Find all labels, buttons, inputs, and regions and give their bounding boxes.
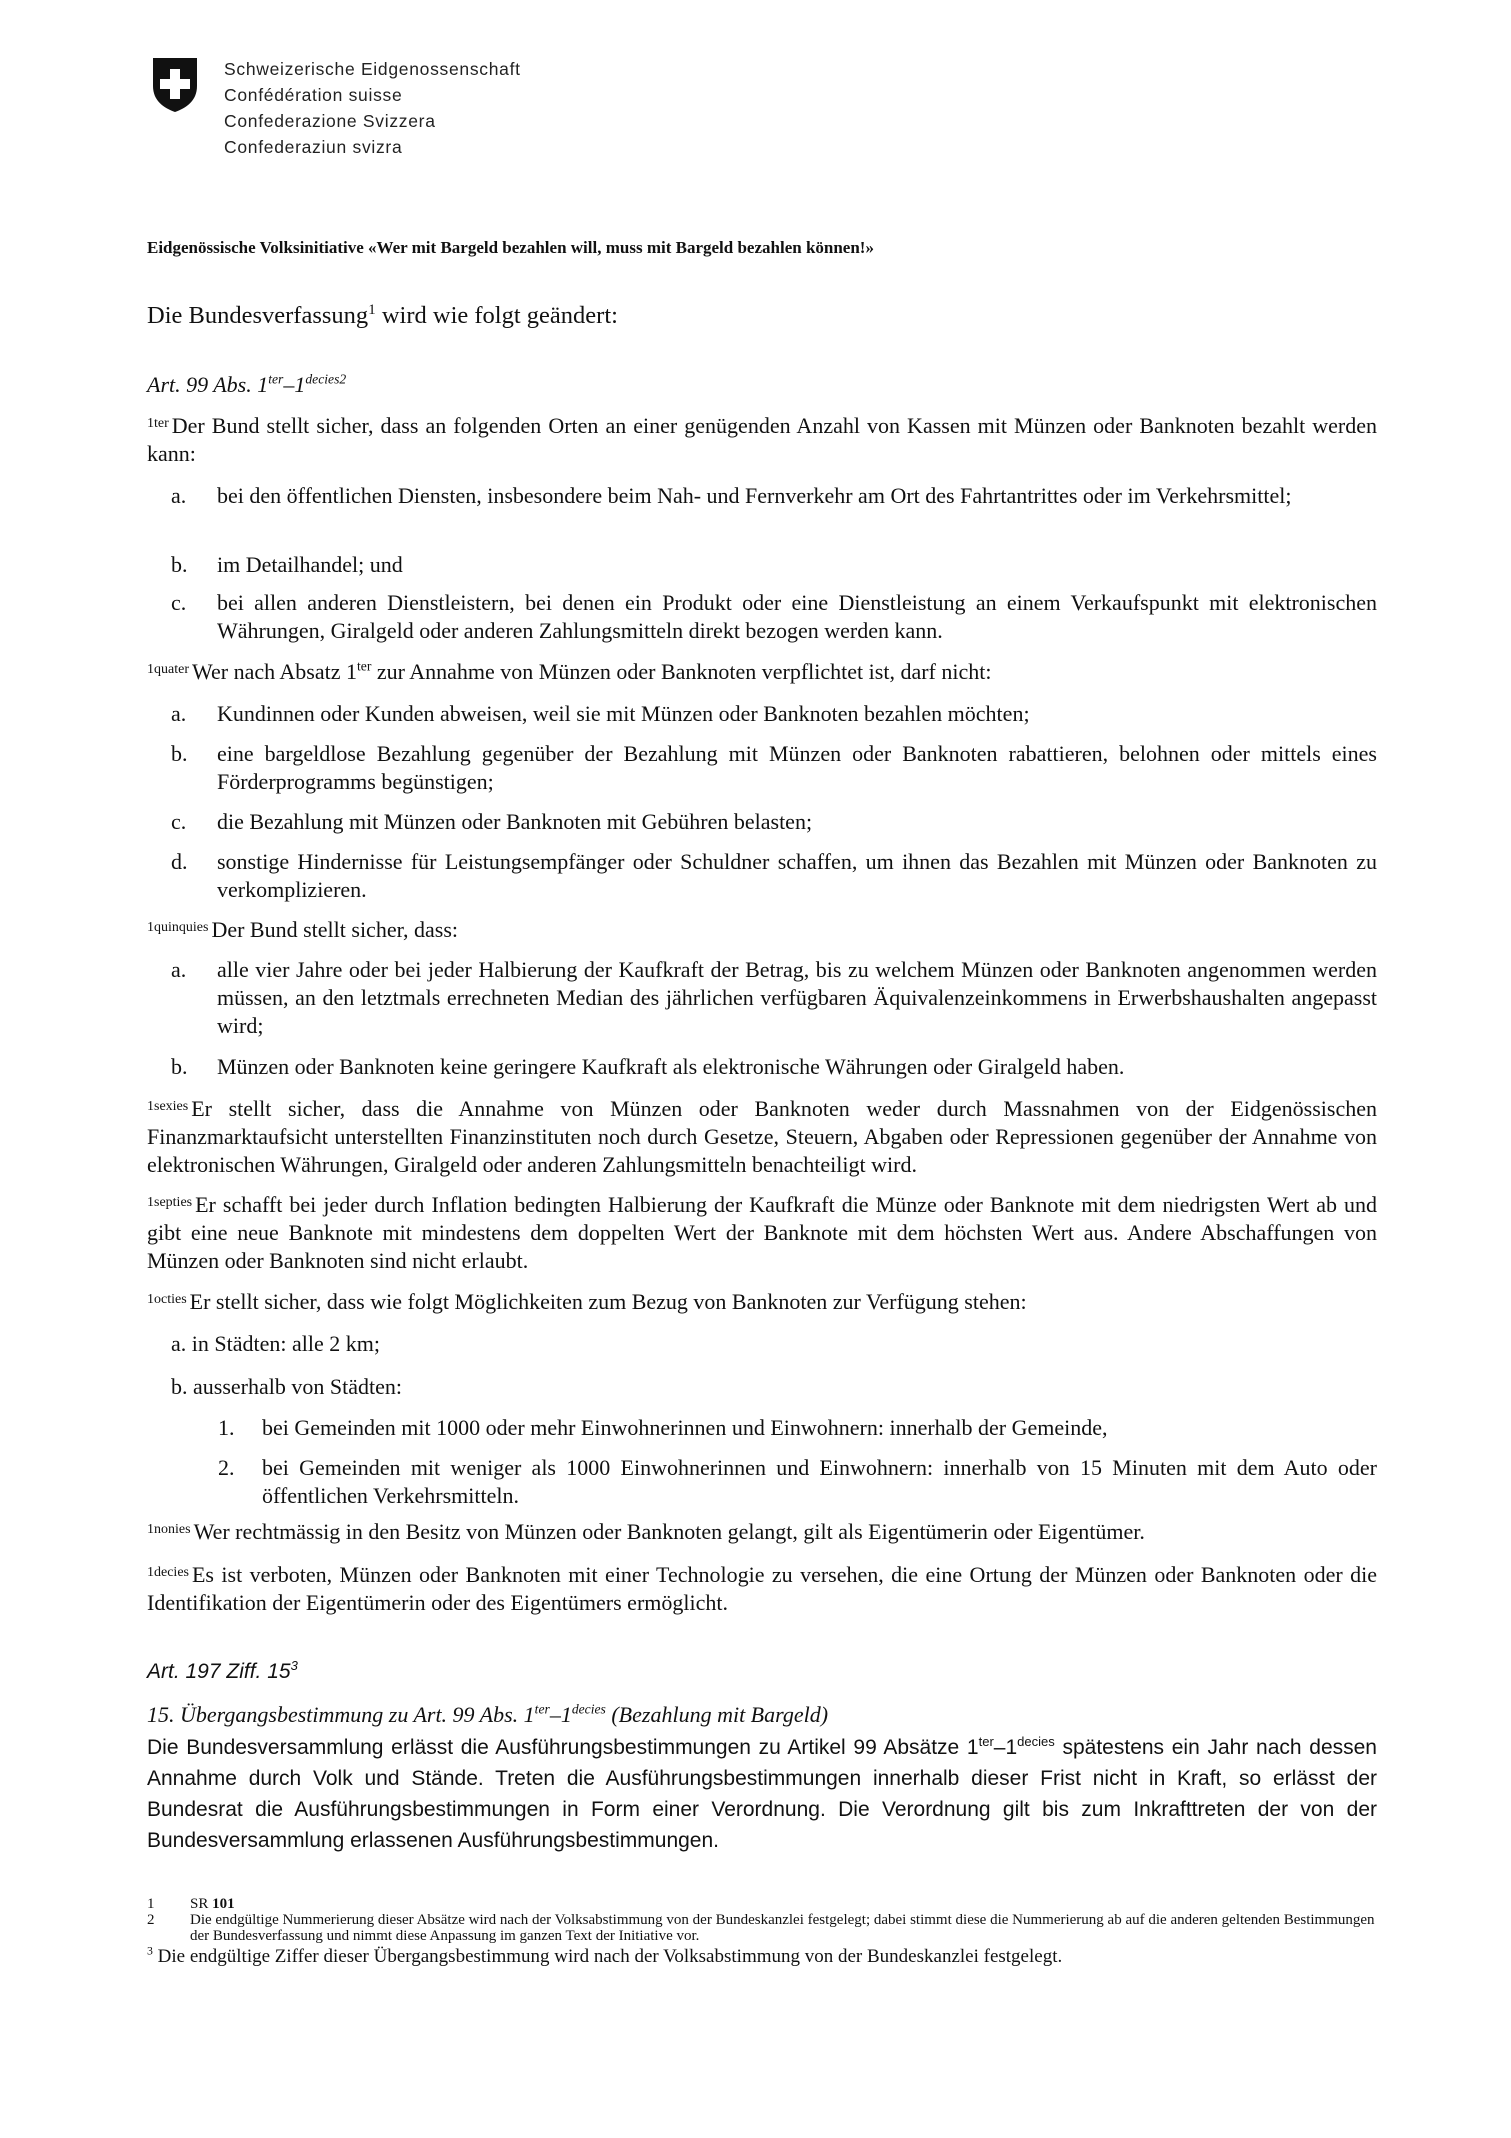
footnote-ref-1: 1: [368, 300, 376, 318]
swiss-cross-emblem-icon: [150, 56, 200, 114]
item-label: c.: [171, 809, 187, 834]
paragraph-1decies: [147, 1561, 1377, 1617]
item-label: c.: [171, 590, 187, 615]
federation-names: [224, 56, 521, 160]
paragraph-mark: 1nonies: [147, 1522, 191, 1537]
paragraph-mark: 1septies: [147, 1195, 193, 1210]
sub-item: [218, 1454, 1377, 1510]
final-sup-decies: decies: [1017, 1734, 1055, 1749]
art99-heading: [147, 372, 346, 398]
item-text: b. ausserhalb von Städten:: [171, 1374, 402, 1399]
item-label: b.: [171, 552, 188, 577]
item-label: a.: [171, 957, 187, 982]
document-title: Eidgenössische Volksinitiative «Wer mit Bargeld bezahlen will, muss mit Bargeld bezahlen können!»: [147, 238, 874, 257]
paragraph-text: Wer rechtmässig in den Besitz von Münzen oder Banknoten gelangt, gilt als Eigentümerin oder Eigentümer.: [193, 1519, 1145, 1544]
federation-name-rm: Confederaziun svizra: [224, 137, 403, 157]
footnote-text: Die endgültige Nummerierung dieser Absätze wird nach der Volksabstimmung von der Bundeskanzlei festgelegt; dabei stimmt diese die Nummerierung ab auf die anderen geltenden Bestimmungen der Bundesverfassung und nimmt diese Anpassung im ganzen Text der Initiative vor.: [190, 1912, 1375, 1944]
paragraph-text-end: zur Annahme von Münzen oder Banknoten verpflichtet ist, darf nicht:: [371, 659, 992, 684]
footnote-2: [147, 1912, 1377, 1944]
paragraph-mark: 1octies: [147, 1292, 187, 1307]
art99-sup-ter: ter: [268, 371, 284, 387]
federation-name-de: Schweizerische Eidgenossenschaft: [224, 59, 521, 79]
art99-sup-decies: decies: [305, 371, 340, 387]
paragraph-1quinquies: [147, 916, 1377, 944]
intro-line: [147, 302, 618, 330]
item-text: bei Gemeinden mit 1000 oder mehr Einwohnerinnen und Einwohnern: innerhalb der Gemeinde,: [262, 1415, 1108, 1440]
transitional-provision-heading: [147, 1702, 828, 1728]
item-text: sonstige Hindernisse für Leistungsempfänger oder Schuldner schaffen, um ihnen das Bezahlen mit Münzen oder Banknoten zu verkomplizieren.: [217, 849, 1377, 902]
paragraph-1nonies: [147, 1518, 1377, 1546]
heading-dash: –1: [549, 1702, 572, 1727]
paragraph-mark: 1quinquies: [147, 920, 209, 935]
paragraph-text: Der Bund stellt sicher, dass:: [211, 917, 459, 942]
list-item: [171, 482, 1377, 510]
paragraph-mark: 1ter: [147, 416, 169, 431]
item-label: a.: [171, 483, 187, 508]
federation-name-fr: Confédération suisse: [224, 85, 403, 105]
transitional-provision-text: [147, 1732, 1377, 1856]
paragraph-text: Er stellt sicher, dass die Annahme von Münzen oder Banknoten weder durch Massnahmen von der Eidgenössischen Finanzmarktaufsicht unterstellten Finanzinstituten noch durch Gesetze, Steuern, Abgaben oder Repressionen gegenüber der Annahme von elektronischen Währungen, Giralgeld oder anderen Zahlungsmitteln benachteiligt wird.: [147, 1096, 1377, 1177]
federation-name-it: Confederazione Svizzera: [224, 111, 436, 131]
list-item: [171, 808, 1377, 836]
paragraph-mark: 1decies: [147, 1565, 189, 1580]
footnote-bold: 101: [212, 1896, 235, 1912]
item-text: bei den öffentlichen Diensten, insbesondere beim Nah- und Fernverkehr am Ort des Fahrtantrittes oder im Verkehrsmittel;: [217, 483, 1292, 508]
item-text: die Bezahlung mit Münzen oder Banknoten mit Gebühren belasten;: [217, 809, 813, 834]
intro-text: Die Bundesverfassung: [147, 302, 369, 329]
heading-text-end: (Bezahlung mit Bargeld): [605, 1702, 829, 1727]
paragraph-text: Es ist verboten, Münzen oder Banknoten mit einer Technologie zu versehen, die eine Ortung der Münzen oder Banknoten oder die Identifikation der Eigentümerin oder des Eigentümers ermöglicht.: [147, 1562, 1377, 1615]
item-text: a. in Städten: alle 2 km;: [171, 1331, 380, 1356]
footnote-text: [190, 1896, 1377, 1912]
list-item: [171, 1053, 1377, 1081]
final-text-end: spätestens ein Jahr nach dessen Annahme durch Volk und Stände. Treten die Ausführungsbestimmungen innerhalb dieser Frist nicht in Kraft, so erlässt der Bundesrat die Ausführungsbestimmungen in Form einer Verordnung. Die Verordnung gilt bis zum Inkrafttreten der von der Bundesversammlung erlassenen Ausführungsbestimmungen.: [147, 1736, 1377, 1852]
final-dash: –1: [993, 1736, 1018, 1759]
list-item: [171, 551, 1377, 579]
list-item-a: [171, 1330, 1377, 1358]
footnote-number: 2: [147, 1912, 155, 1928]
paragraph-1octies: [147, 1288, 1377, 1316]
list-item: [171, 589, 1377, 645]
footnote-ref-3: 3: [290, 1658, 298, 1673]
footnote-1: [147, 1896, 1377, 1912]
item-label: 2.: [218, 1455, 235, 1480]
item-text: im Detailhandel; und: [217, 552, 403, 577]
list-item: [171, 956, 1377, 1040]
paragraph-1ter: [147, 412, 1377, 468]
intro-text-end: wird wie folgt geändert:: [375, 302, 618, 329]
art99-sup-group: [305, 372, 346, 387]
paragraph-mark: 1sexies: [147, 1099, 189, 1114]
item-label: b.: [171, 741, 188, 766]
art197-heading-text: Art. 197 Ziff. 15: [147, 1660, 291, 1683]
art197-heading: [147, 1660, 298, 1684]
final-text: Die Bundesversammlung erlässt die Ausführungsbestimmungen zu Artikel 99 Absätze 1: [147, 1736, 979, 1759]
art99-heading-text: Art. 99 Abs. 1: [147, 372, 269, 397]
heading-sup-ter: ter: [534, 1701, 550, 1717]
paragraph-text: Wer nach Absatz 1: [191, 659, 357, 684]
list-item: [171, 700, 1377, 728]
list-item-b: [171, 1373, 1377, 1401]
paragraph-1sexies: [147, 1095, 1377, 1179]
paragraph-sup: ter: [356, 658, 372, 674]
final-sup-ter: ter: [978, 1734, 994, 1749]
item-text: alle vier Jahre oder bei jeder Halbierung der Kaufkraft der Betrag, bis zu welchem Münzen oder Banknoten angenommen werden müssen, an den letztmals errechneten Median des jährlichen verfügbaren Äquivalenzeinkommens in Erwerbshaushalten angepasst wird;: [217, 957, 1377, 1038]
item-text: bei allen anderen Dienstleistern, bei denen ein Produkt oder eine Dienstleistung an einem Verkaufspunkt mit elektronischen Währungen, Giralgeld oder anderen Zahlungsmitteln direkt bezogen werden kann.: [217, 590, 1377, 643]
sub-item: [218, 1414, 1377, 1442]
item-text: Kundinnen oder Kunden abweisen, weil sie mit Münzen oder Banknoten bezahlen möchten;: [217, 701, 1030, 726]
paragraph-1septies: [147, 1191, 1377, 1275]
item-label: a.: [171, 701, 187, 726]
item-label: d.: [171, 849, 188, 874]
heading-text: 15. Übergangsbestimmung zu Art. 99 Abs. 1: [147, 1702, 535, 1727]
footnotes: [147, 1896, 1377, 1968]
paragraph-mark: 1quater: [147, 662, 189, 677]
footnote-prefix: SR: [190, 1896, 213, 1912]
paragraph-text: Der Bund stellt sicher, dass an folgenden Orten an einer genügenden Anzahl von Kassen mit Münzen oder Banknoten bezahlt werden kann:: [147, 413, 1377, 466]
footnote-text: Die endgültige Ziffer dieser Übergangsbestimmung wird nach der Volksabstimmung von der Bundeskanzlei festgelegt.: [152, 1946, 1063, 1967]
item-text: Münzen oder Banknoten keine geringere Kaufkraft als elektronische Währungen oder Giralgeld haben.: [217, 1054, 1125, 1079]
item-label: b.: [171, 1054, 188, 1079]
list-item: [171, 740, 1377, 796]
paragraph-1quater: [147, 658, 1377, 686]
item-text: eine bargeldlose Bezahlung gegenüber der Bezahlung mit Münzen oder Banknoten rabattieren, belohnen oder mittels eines Förderprogramms begünstigen;: [217, 741, 1377, 794]
list-item: [171, 848, 1377, 904]
item-label: 1.: [218, 1415, 235, 1440]
item-text: bei Gemeinden mit weniger als 1000 Einwohnerinnen und Einwohnern: innerhalb von 15 Minuten mit dem Auto oder öffentlichen Verkehrsmitteln.: [262, 1455, 1377, 1508]
footnote-3: [147, 1946, 1377, 1968]
art99-dash: –1: [283, 372, 306, 397]
paragraph-text: Er stellt sicher, dass wie folgt Möglichkeiten zum Bezug von Banknoten zur Verfügung stehen:: [189, 1289, 1027, 1314]
footnote-ref-2: 2: [339, 371, 347, 387]
footnote-number: 1: [147, 1896, 155, 1912]
heading-sup-decies: decies: [571, 1701, 606, 1717]
footnote-number: 3: [147, 1944, 153, 1958]
paragraph-text: Er schafft bei jeder durch Inflation bedingten Halbierung der Kaufkraft die Münze oder Banknote mit dem niedrigsten Wert ab und gibt eine neue Banknote mit mindestens dem doppelten Wert der Banknote mit dem höchsten Wert aus. Andere Abschaffungen von Münzen oder Banknoten sind nicht erlaubt.: [147, 1192, 1377, 1273]
